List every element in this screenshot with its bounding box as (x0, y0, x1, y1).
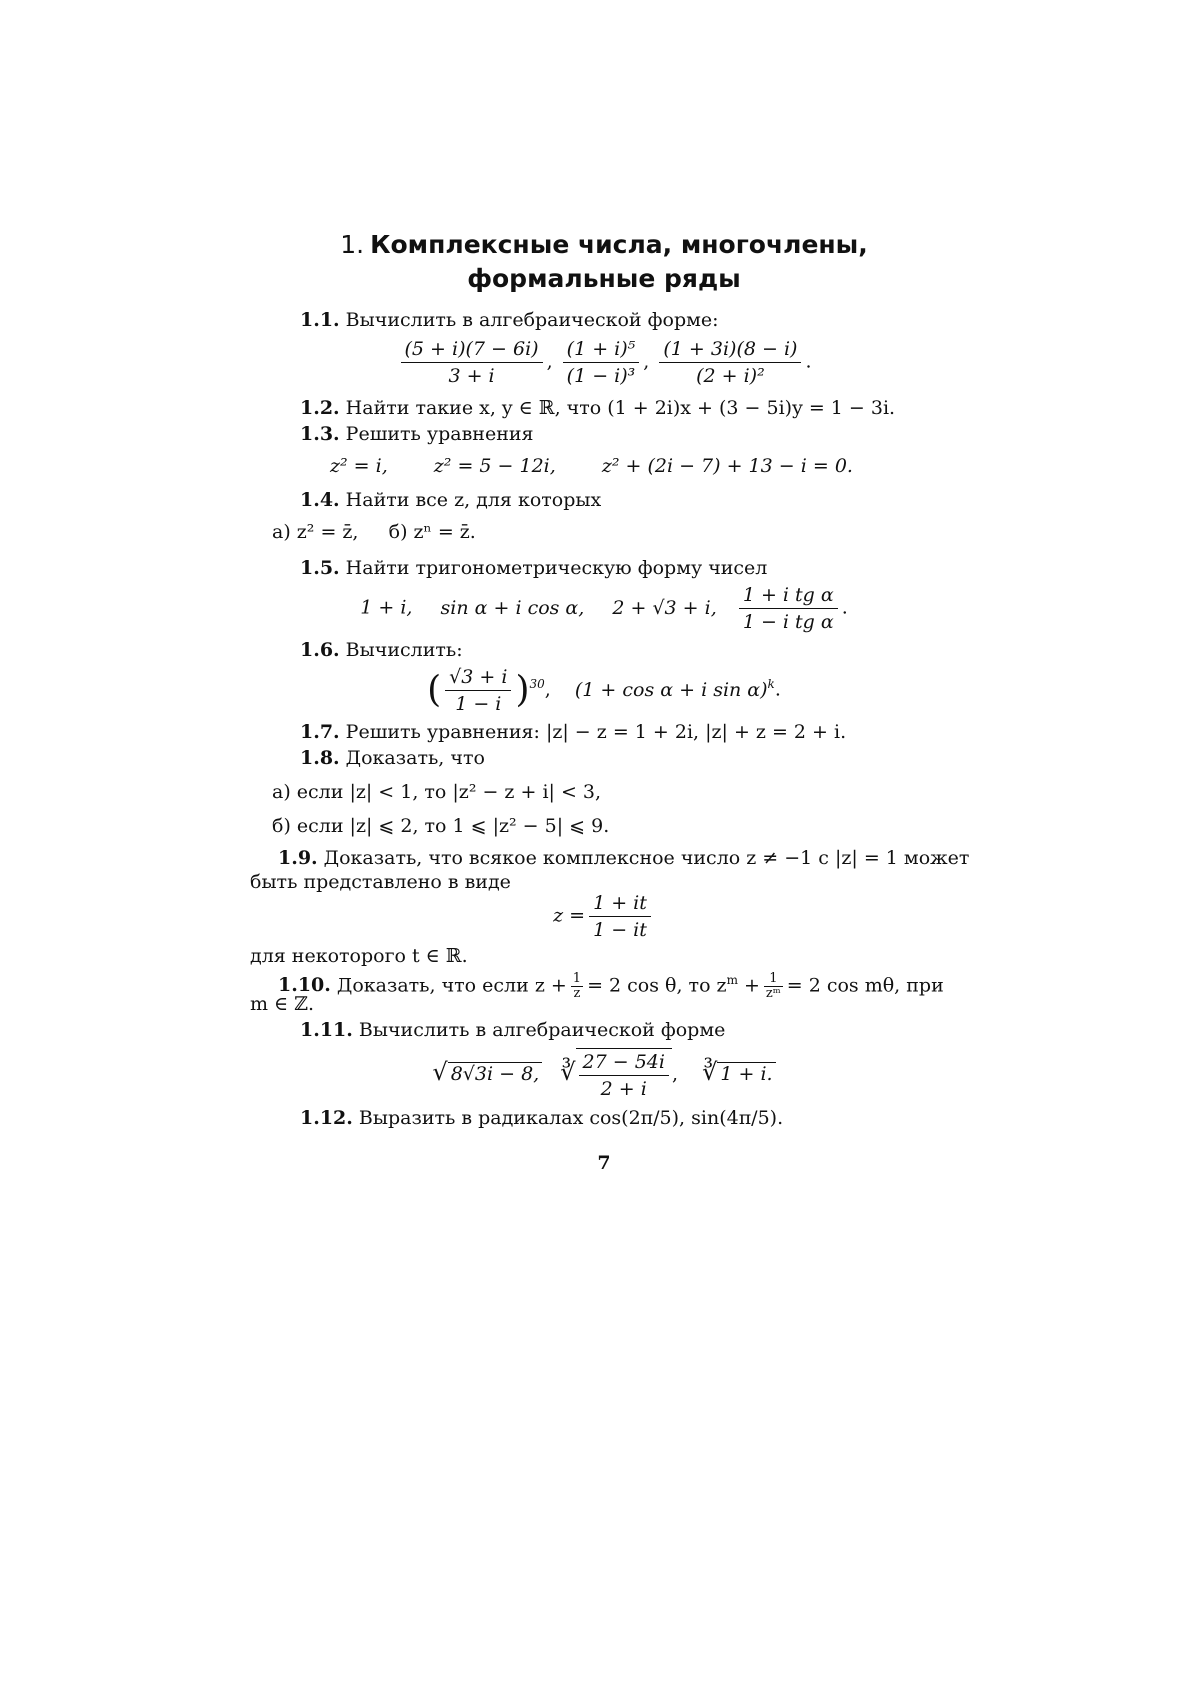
equation: z² = i, (330, 455, 388, 477)
equation: z² + (2i − 7) + 13 − i = 0. (601, 455, 853, 477)
problem-1-1-formula: $\frac{(5 + i)(7 - 6i)}{3 + i}$ , $\frac{\text{(1 + i)⁵}}{\text{(1 − i)³}}$ , $\frac{(1 + 3i)(8 - i)}{\text{(2 + i)²}}$ . (272, 336, 936, 389)
problem-1-7 (272, 720, 964, 744)
fraction: $\frac{\text{1 + i tg α}}{\text{1 − i tg α}}$ (739, 582, 838, 635)
problem-1-1 (272, 308, 964, 332)
problem-text: Вычислить: (345, 639, 463, 661)
problem-1-3 (272, 422, 964, 446)
problem-1-12 (272, 1106, 964, 1130)
problem-number: 1.10. (278, 974, 331, 997)
problem-1-8 (272, 746, 964, 770)
problem-1-5 (272, 556, 964, 580)
problem-1-6 (272, 638, 964, 662)
problem-1-5-formula: 1 + i, sin α + i cos α, 2 + √3 + i, $\frac{\text{1 + i tg α}}{\text{1 − i tg α}}$ . (360, 584, 848, 633)
problem-text: Доказать, что всякое комплексное число z ≠ −1 с |z| = 1 может (323, 847, 970, 869)
problem-text: Решить уравнения (345, 423, 534, 445)
problem-text: Найти тригонометрическую форму чисел (345, 557, 768, 579)
problem-1-4 (272, 488, 964, 512)
problem-text: Вычислить в алгебраической форме: (345, 309, 719, 331)
fraction: $\frac{(5 + i)(7 - 6i)}{3 + i}$ (401, 336, 543, 389)
fraction: $\frac{\text{(1 + i)⁵}}{\text{(1 − i)³}}$ (563, 336, 640, 389)
problem-number: 1.1. (300, 309, 340, 331)
fraction: $\frac{1}{z}$ (572, 970, 582, 1001)
equation: z² = 5 − 12i, (433, 455, 556, 477)
problem-number: 1.8. (300, 747, 340, 769)
problem-1-8-a: а) если |z| < 1, то |z² − z + i| < 3, (272, 781, 602, 803)
problem-text: Выразить в радикалах cos(2π/5), sin(4π/5). (358, 1107, 784, 1129)
problem-1-9-line3: для некоторого t ∈ ℝ. (250, 945, 468, 967)
problem-1-10: 1.10. Доказать, что если z + $\frac{1}{z}$ = 2 cos θ, то $z^m$ + $\frac{1}{\text{zᵐ}}$ = 2 cos mθ, при (278, 970, 944, 1001)
problem-number: 1.4. (300, 489, 340, 511)
problem-number: 1.12. (300, 1107, 353, 1129)
section-title-text: Комплексные числа, многочлены, (370, 230, 868, 259)
section-title-line2: формальные ряды (467, 264, 741, 293)
problem-1-10-line2: m ∈ ℤ. (250, 993, 315, 1015)
problem-1-6-formula: ( $\frac{√3 + i}{1 - i}$ )$^{30}$, (1 + cos α + i sin α)$^k$. (427, 666, 781, 715)
problem-number: 1.5. (300, 557, 340, 579)
fraction: $\frac{1}{\text{zᵐ}}$ (765, 970, 781, 1001)
problem-1-4-parts: а) z² = z̄, б) zⁿ = z̄. (272, 521, 476, 543)
problem-1-8-b: б) если |z| ⩽ 2, то 1 ⩽ |z² − 5| ⩽ 9. (272, 815, 610, 837)
problem-number: 1.2. (300, 397, 340, 419)
section-number: 1. (340, 230, 365, 259)
page-number: 7 (597, 1152, 611, 1174)
problem-number: 1.11. (300, 1019, 353, 1041)
problem-1-9-line2: быть представлено в виде (250, 871, 511, 893)
problem-1-11-formula: √ 8√3i − 8, ∛ $\frac{27 - 54i}{2 + i}$ , ∛ 1 + i. (272, 1048, 936, 1102)
fraction: $\frac{√3 + i}{1 - i}$ (445, 664, 511, 717)
problem-text: Найти такие x, y ∈ ℝ, что (1 + 2i)x + (3 − 5i)y = 1 − 3i. (345, 397, 896, 419)
problem-1-9-formula: z = $\frac{1 + it}{1 - it}$ (272, 890, 936, 943)
problem-text: Доказать, что (345, 747, 485, 769)
section-title-line1 (272, 226, 936, 264)
problem-number: 1.6. (300, 639, 340, 661)
problem-1-9 (250, 846, 970, 870)
problem-number: 1.7. (300, 721, 340, 743)
problem-number: 1.3. (300, 423, 340, 445)
problem-1-3-equations (272, 454, 994, 478)
problem-text: Решить уравнения: |z| − z = 1 + 2i, |z| + z = 2 + i. (345, 721, 847, 743)
problem-text: Найти все z, для которых (345, 489, 602, 511)
problem-1-2 (272, 396, 964, 420)
fraction: $\frac{(1 + 3i)(8 - i)}{\text{(2 + i)²}}$ (659, 336, 801, 389)
fraction: $\frac{27 - 54i}{2 + i}$ (576, 1048, 672, 1102)
problem-1-11 (272, 1018, 964, 1042)
problem-text: Вычислить в алгебраической форме (358, 1019, 726, 1041)
fraction: $\frac{1 + it}{1 - it}$ (589, 890, 651, 943)
problem-number: 1.9. (278, 847, 318, 869)
